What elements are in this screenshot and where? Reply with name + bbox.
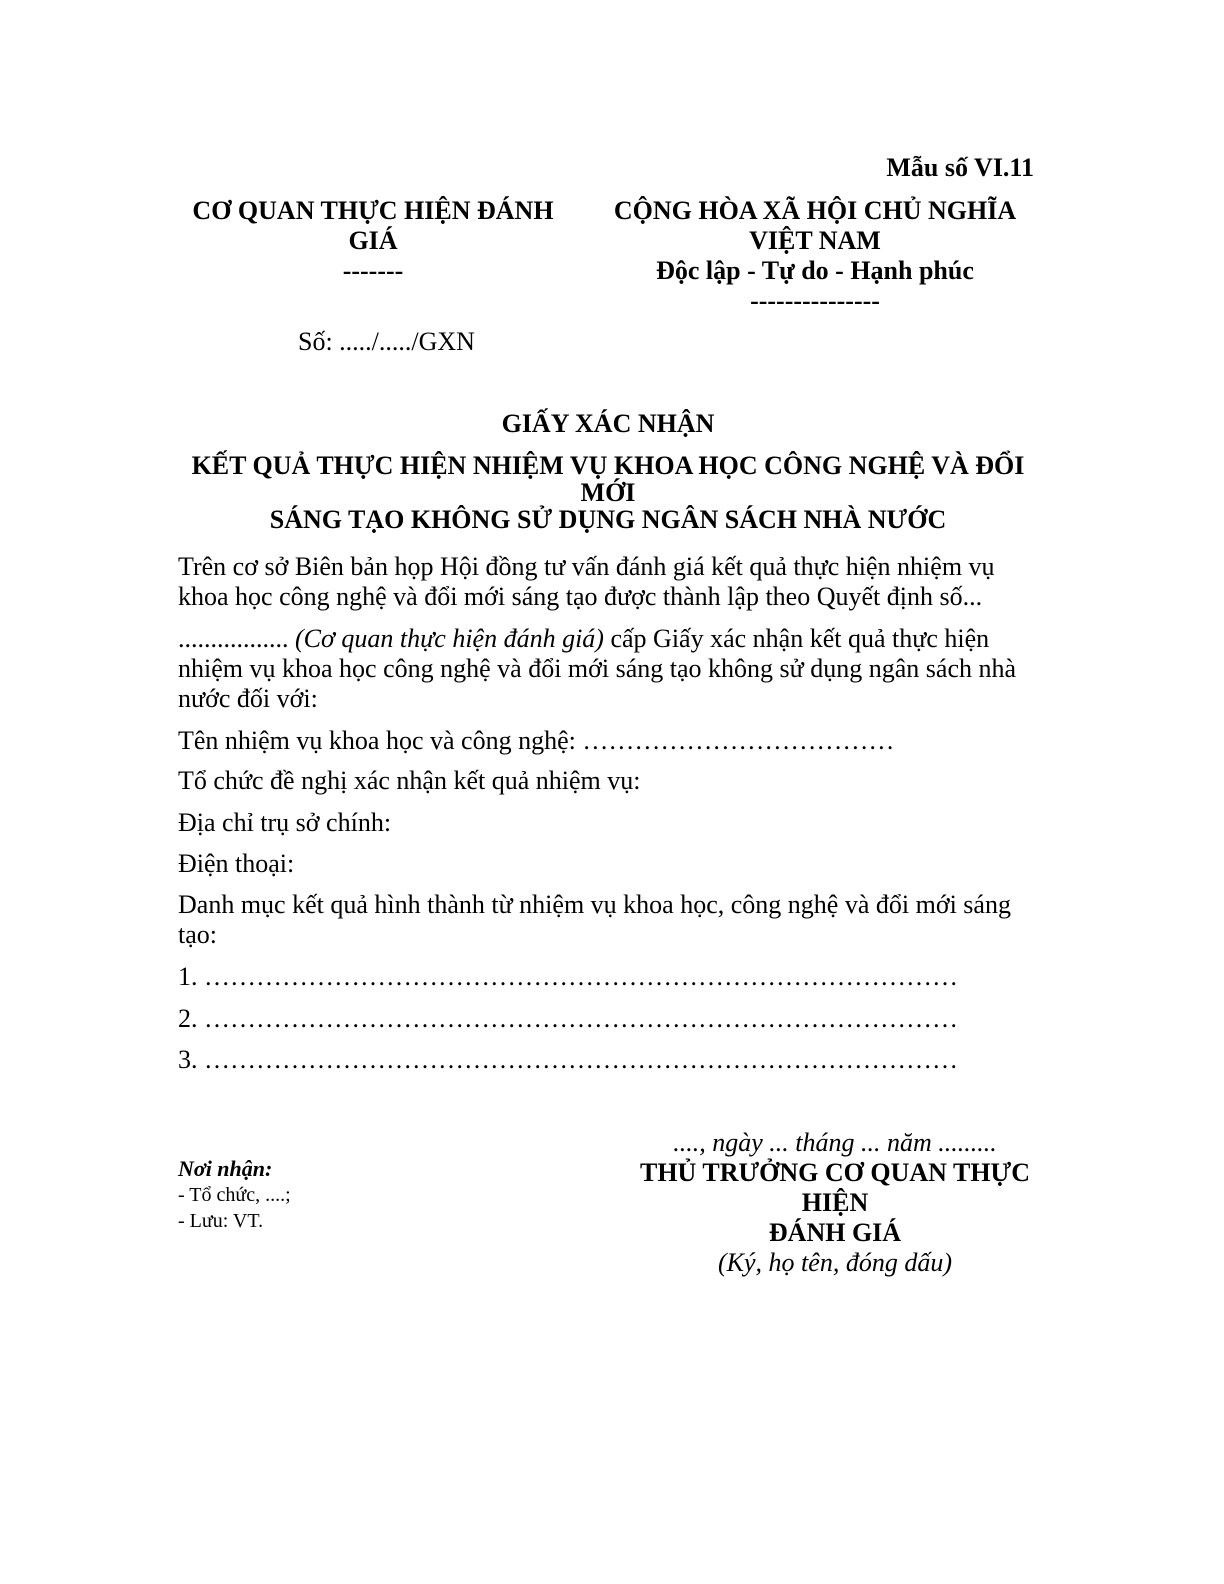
national-motto: Độc lập - Tự do - Hạnh phúc	[656, 256, 974, 285]
paragraph-certification-line3: nước đối với:	[178, 684, 318, 713]
results-list-intro-line1: Danh mục kết quả hình thành từ nhiệm vụ khoa học, công nghệ và đổi mới sáng	[178, 890, 1011, 919]
form-number: Mẫu số VI.11	[886, 153, 1034, 182]
result-item-1: 1. ……………………………………………………………………………	[178, 962, 958, 991]
national-name-line1: CỘNG HÒA XÃ HỘI CHỦ NGHĨA	[613, 196, 1017, 225]
signature-title-line3: ĐÁNH GIÁ	[768, 1218, 902, 1247]
subtitle-line2: MỚI	[580, 478, 636, 507]
paragraph-certification-line2: nhiệm vụ khoa học công nghệ và đổi mới sáng tạo không sử dụng ngân sách nhà	[178, 654, 1017, 683]
signature-block	[630, 1128, 1040, 1278]
recipients-block	[178, 1156, 291, 1234]
document-number: Số: ...../...../GXN	[298, 327, 475, 356]
subtitle-line1: KẾT QUẢ THỰC HIỆN NHIỆM VỤ KHOA HỌC CÔNG NGHỆ VÀ ĐỔI	[191, 451, 1025, 480]
result-item-2: 2. ……………………………………………………………………………	[178, 1004, 958, 1033]
signature-note: (Ký, họ tên, đóng dấu)	[718, 1248, 952, 1277]
field-phone: Điện thoại:	[178, 849, 295, 878]
agency-name: CƠ QUAN THỰC HIỆN ĐÁNH GIÁ	[192, 196, 554, 255]
results-list-intro-line2: tạo:	[178, 920, 217, 949]
paragraph-basis	[178, 552, 1038, 612]
paragraph-certification-line1	[178, 624, 1038, 654]
paragraph-certification	[178, 624, 1038, 714]
document-title: GIẤY XÁC NHẬN	[501, 409, 715, 438]
signature-title-line1: THỦ TRƯỞNG CƠ QUAN THỰC	[639, 1158, 1031, 1187]
recipient-item: - Lưu: VT.	[178, 1210, 264, 1232]
field-address: Địa chỉ trụ sở chính:	[178, 808, 392, 837]
subtitle-line3: SÁNG TẠO KHÔNG SỬ DỤNG NGÂN SÁCH NHÀ NƯỚC	[269, 505, 947, 534]
paragraph-basis-line2: khoa học công nghệ và đổi mới sáng tạo được thành lập theo Quyết định số...	[178, 582, 983, 611]
issuing-agency-header	[178, 196, 568, 286]
field-task-name: Tên nhiệm vụ khoa học và công nghệ: ………………………………	[178, 726, 895, 755]
national-header	[605, 196, 1025, 316]
agency-separator: -------	[342, 256, 404, 285]
agency-placeholder: (Cơ quan thực hiện đánh giá)	[295, 624, 604, 653]
signature-title-line2: HIỆN	[801, 1188, 869, 1217]
paragraph-basis-line1: Trên cơ sở Biên bản họp Hội đồng tư vấn đánh giá kết quả thực hiện nhiệm vụ	[178, 552, 995, 581]
placeholder-dots: .................	[178, 624, 289, 653]
national-separator: ---------------	[750, 286, 880, 315]
result-item-3: 3. ……………………………………………………………………………	[178, 1045, 958, 1074]
recipient-item: - Tổ chức, ....;	[178, 1184, 291, 1206]
recipients-label: Nơi nhận:	[178, 1156, 273, 1181]
results-list-intro	[178, 890, 1038, 950]
field-organization: Tổ chức đề nghị xác nhận kết quả nhiệm vụ:	[178, 766, 641, 795]
certification-text: cấp Giấy xác nhận kết quả thực hiện	[603, 624, 990, 653]
national-name-line2: VIỆT NAM	[749, 226, 881, 255]
signature-date: ...., ngày ... tháng ... năm .........	[673, 1128, 997, 1157]
document-subtitle	[178, 452, 1038, 533]
